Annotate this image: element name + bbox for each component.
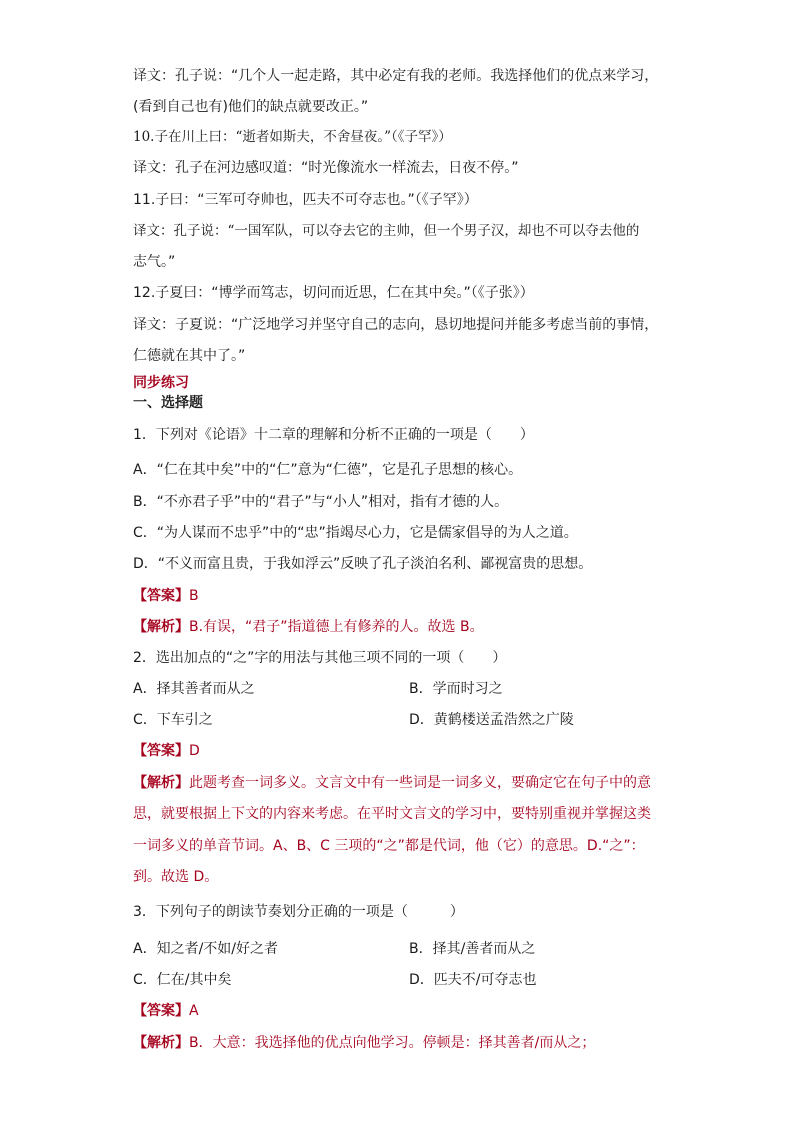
answer-tag: 【答案】 <box>133 588 189 604</box>
q2-option-b: B．学而时习之 <box>409 681 503 697</box>
q3-analysis <box>133 1034 595 1052</box>
translation-9-line2: (看到自己也有)他们的缺点就要改正。” <box>133 99 369 115</box>
analysis-text: 此题考查一词多义。文言文中有一些词是一词多义，要确定它在句子中的意 <box>189 775 651 791</box>
q1-option-b: B．“不亦君子乎”中的“君子”与“小人”相对，指有才德的人。 <box>133 494 509 510</box>
analysis-text: B.有误，“君子”指道德上有修养的人。故选 B。 <box>189 619 484 635</box>
q1-option-a: A．“仁在其中矣”中的“仁”意为“仁德”，它是孔子思想的核心。 <box>133 462 523 478</box>
q1-analysis <box>133 618 484 636</box>
q3-answer <box>133 1002 199 1020</box>
q3-option-a: A．知之者/不如/好之者 <box>133 941 279 957</box>
answer-tag: 【答案】 <box>133 1003 189 1019</box>
section-subtitle: 一、选择题 <box>133 395 203 411</box>
q2-stem: 2．选出加点的“之”字的用法与其他三项不同的一项（ ） <box>133 650 507 666</box>
q2-option-c: C．下车引之 <box>133 712 213 728</box>
q3-option-d: D．匹夫不/可夺志也 <box>409 972 537 988</box>
analysis-tag: 【解析】 <box>133 619 189 635</box>
answer-value: A <box>189 1003 199 1019</box>
q3-option-b: B．择其/善者而从之 <box>409 941 536 957</box>
q2-analysis-line4: 到。故选 D。 <box>133 869 219 885</box>
item-11-translation-line1: 译文：孔子说：“一国军队，可以夺去它的主帅，但一个男子汉，却也不可以夺去他的 <box>133 223 640 239</box>
q2-option-a: A．择其善者而从之 <box>133 681 255 697</box>
section-title: 同步练习 <box>133 375 189 391</box>
item-11-translation-line2: 志气。” <box>133 254 176 270</box>
q1-option-d: D．“不义而富且贵，于我如浮云”反映了孔子淡泊名利、鄙视富贵的思想。 <box>133 556 593 572</box>
item-12-translation-line1: 译文：子夏说：“广泛地学习并坚守自己的志向，恳切地提问并能多考虑当前的事情， <box>133 317 659 333</box>
analysis-tag: 【解析】 <box>133 775 189 791</box>
translation-9-line1: 译文：孔子说：“几个人一起走路，其中必定有我的老师。我选择他们的优点来学习， <box>133 68 659 84</box>
q2-answer <box>133 742 200 760</box>
item-12-translation-line2: 仁德就在其中了。” <box>133 348 246 364</box>
item-10-translation: 译文：孔子在河边感叹道：“时光像流水一样流去，日夜不停。” <box>133 160 519 176</box>
q2-analysis-line2: 思，就要根据上下文的内容来考虑。在平时文言文的学习中，要特别重视并掌握这类 <box>133 806 651 822</box>
answer-value: B <box>189 588 199 604</box>
analysis-text: B．大意：我选择他的优点向他学习。停顿是：择其善者/而从之； <box>189 1035 596 1051</box>
q2-option-d: D．黄鹤楼送孟浩然之广陵 <box>409 712 574 728</box>
item-11-text: 11.子曰：“三军可夺帅也，匹夫不可夺志也。”（《子罕》） <box>133 192 478 208</box>
q3-stem: 3．下列句子的朗读节奏划分正确的一项是（ ） <box>133 904 464 920</box>
q2-analysis-line3: 一词多义的单音节词。A、B、C 三项的“之”都是代词，他（它）的意思。D.“之”： <box>133 838 645 854</box>
answer-value: D <box>189 743 200 759</box>
q1-stem: 1．下列对《论语》十二章的理解和分析不正确的一项是（ ） <box>133 427 534 443</box>
item-10-text: 10.子在川上曰：“逝者如斯夫，不舍昼夜。”（《子罕》） <box>133 129 452 145</box>
q3-option-c: C．仁在/其中矣 <box>133 972 232 988</box>
q1-option-c: C．“为人谋而不忠乎”中的“忠”指竭尽心力，它是儒家倡导的为人之道。 <box>133 525 578 541</box>
analysis-tag: 【解析】 <box>133 1035 189 1051</box>
item-12-text: 12.子夏曰：“博学而笃志，切问而近思，仁在其中矣。”（《子张》） <box>133 285 534 301</box>
answer-tag: 【答案】 <box>133 743 189 759</box>
q2-analysis-line1 <box>133 774 651 792</box>
q1-answer <box>133 587 199 605</box>
